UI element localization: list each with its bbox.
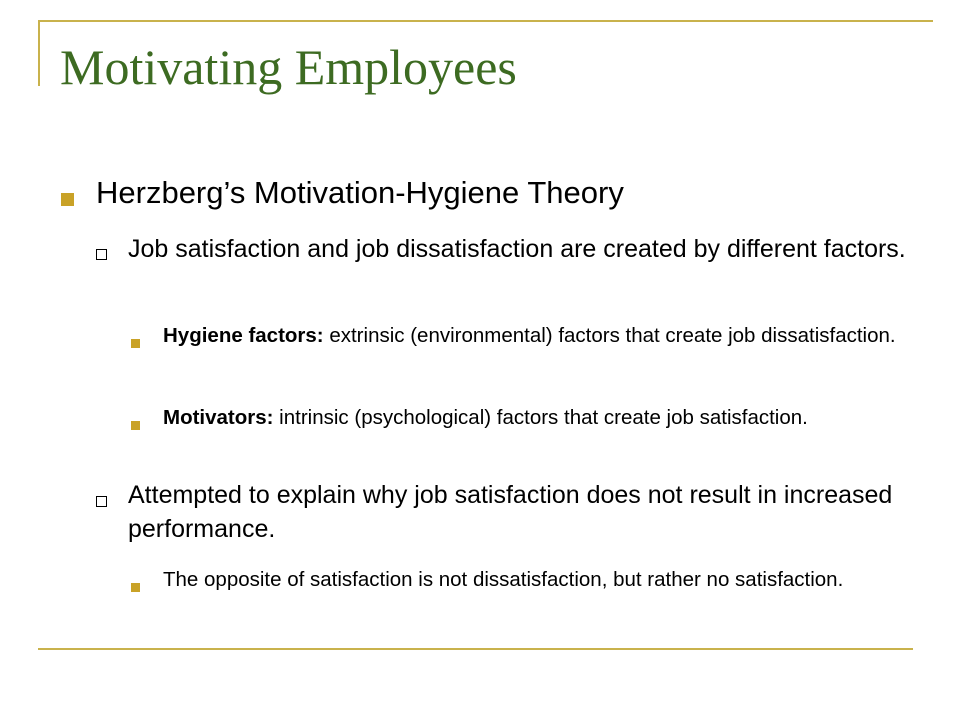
square-bullet-icon bbox=[131, 583, 140, 592]
motivators-text bbox=[163, 404, 908, 432]
theory-heading bbox=[96, 174, 916, 212]
point-text: Job satisfaction and job dissatisfaction are created by different factors. bbox=[128, 235, 906, 263]
top-border-line bbox=[38, 20, 933, 22]
hygiene-factors-definition: extrinsic (environmental) factors that create job dissatisfaction. bbox=[323, 324, 896, 347]
theory-heading-text: Herzberg’s Motivation-Hygiene Theory bbox=[96, 175, 624, 210]
square-bullet-icon bbox=[131, 421, 140, 430]
hollow-square-bullet-icon bbox=[96, 496, 107, 507]
hygiene-factors-text bbox=[163, 322, 908, 350]
hygiene-factors-term: Hygiene factors: bbox=[163, 324, 324, 347]
list-item bbox=[128, 478, 918, 546]
list-item bbox=[163, 566, 908, 594]
slide-title: Motivating Employees bbox=[60, 39, 517, 95]
list-item bbox=[163, 322, 908, 350]
motivators-definition: intrinsic (psychological) factors that create job satisfaction. bbox=[273, 406, 808, 429]
left-border-line bbox=[38, 20, 40, 86]
hollow-square-bullet-icon bbox=[96, 249, 107, 260]
list-item bbox=[128, 232, 918, 266]
opposite-satisfaction-text: The opposite of satisfaction is not dissatisfaction, but rather no satisfaction. bbox=[163, 568, 844, 591]
square-bullet-icon bbox=[131, 339, 140, 348]
list-item bbox=[163, 404, 908, 432]
square-bullet-icon bbox=[61, 193, 74, 206]
bottom-border-line bbox=[38, 648, 913, 650]
motivators-term: Motivators: bbox=[163, 406, 274, 429]
point-text: Attempted to explain why job satisfaction does not result in increased performance. bbox=[128, 481, 893, 543]
